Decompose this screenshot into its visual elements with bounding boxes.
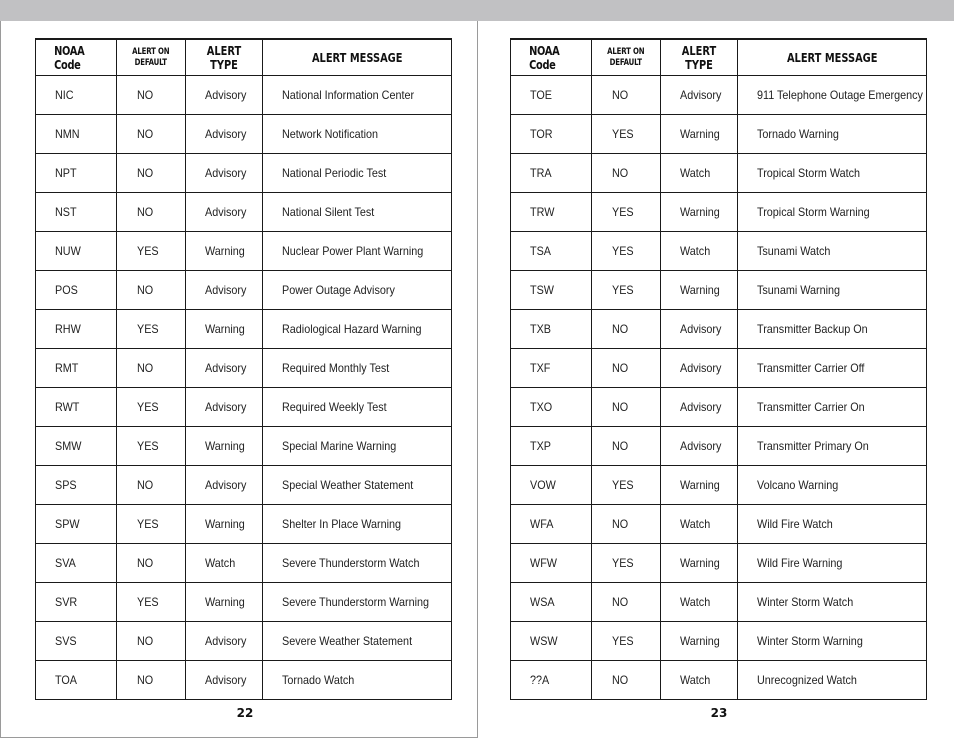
cell-alert-message: Severe Thunderstorm Watch [263, 544, 452, 583]
cell-alert-type: Advisory [661, 310, 738, 349]
cell-alert-message: Winter Storm Warning [738, 622, 927, 661]
cell-alert-on-default: NO [592, 310, 661, 349]
cell-alert-on-default: YES [117, 505, 186, 544]
cell-noaa-code: RWT [36, 388, 117, 427]
cell-alert-type: Warning [661, 193, 738, 232]
cell-noaa-code: SPS [36, 466, 117, 505]
header-alert-message: ALERT MESSAGE [738, 39, 927, 76]
table-header-row [511, 39, 927, 76]
cell-alert-on-default: YES [117, 310, 186, 349]
cell-alert-type: Warning [186, 232, 263, 271]
cell-alert-type: Advisory [186, 388, 263, 427]
cell-alert-message: Winter Storm Watch [738, 583, 927, 622]
cell-alert-on-default: NO [117, 661, 186, 700]
cell-alert-message: National Periodic Test [263, 154, 452, 193]
table-row [511, 466, 927, 505]
header-alert-on-default: ALERT ON DEFAULT [592, 39, 661, 76]
cell-alert-type: Warning [661, 271, 738, 310]
cell-alert-on-default: NO [117, 154, 186, 193]
cell-alert-on-default: YES [592, 193, 661, 232]
cell-alert-message: Power Outage Advisory [263, 271, 452, 310]
viewer-top-bar [0, 0, 954, 21]
cell-alert-type: Warning [186, 505, 263, 544]
cell-alert-on-default: YES [117, 427, 186, 466]
table-row [36, 622, 452, 661]
header-noaa-code: NOAA Code [36, 39, 117, 76]
cell-noaa-code: POS [36, 271, 117, 310]
table-row [36, 466, 452, 505]
cell-alert-on-default: NO [592, 349, 661, 388]
cell-noaa-code: WFA [511, 505, 592, 544]
cell-alert-message: Tsunami Watch [738, 232, 927, 271]
table-row [36, 583, 452, 622]
cell-alert-message: Transmitter Primary On [738, 427, 927, 466]
table-row [511, 505, 927, 544]
cell-alert-on-default: NO [592, 154, 661, 193]
cell-alert-type: Warning [661, 115, 738, 154]
cell-alert-on-default: YES [117, 583, 186, 622]
cell-alert-on-default: YES [592, 466, 661, 505]
table-row [36, 505, 452, 544]
cell-alert-message: Severe Weather Statement [263, 622, 452, 661]
cell-noaa-code: RHW [36, 310, 117, 349]
cell-noaa-code: TXF [511, 349, 592, 388]
cell-noaa-code: RMT [36, 349, 117, 388]
page-22 [0, 21, 478, 738]
cell-alert-type: Watch [661, 232, 738, 271]
table-row [511, 622, 927, 661]
table-row [511, 310, 927, 349]
cell-alert-type: Warning [186, 427, 263, 466]
header-alert-type: ALERT TYPE [186, 39, 263, 76]
header-noaa-code: NOAA Code [511, 39, 592, 76]
cell-noaa-code: TSW [511, 271, 592, 310]
header-alert-type: ALERT TYPE [661, 39, 738, 76]
table-row [511, 76, 927, 115]
cell-noaa-code: SVA [36, 544, 117, 583]
cell-alert-on-default: YES [592, 115, 661, 154]
cell-alert-type: Advisory [661, 388, 738, 427]
cell-alert-type: Warning [186, 310, 263, 349]
table-header-row [36, 39, 452, 76]
cell-noaa-code: NPT [36, 154, 117, 193]
cell-alert-on-default: NO [117, 349, 186, 388]
cell-alert-type: Advisory [186, 154, 263, 193]
alert-code-table-right [510, 38, 927, 700]
cell-alert-type: Watch [661, 505, 738, 544]
cell-alert-type: Advisory [186, 349, 263, 388]
cell-alert-message: Tropical Storm Watch [738, 154, 927, 193]
table-row [511, 193, 927, 232]
cell-alert-on-default: YES [592, 544, 661, 583]
table-row [511, 154, 927, 193]
cell-alert-on-default: YES [592, 232, 661, 271]
cell-alert-message: Transmitter Carrier Off [738, 349, 927, 388]
table-row [511, 271, 927, 310]
cell-noaa-code: NIC [36, 76, 117, 115]
cell-noaa-code: SVS [36, 622, 117, 661]
table-row [511, 388, 927, 427]
cell-alert-type: Warning [661, 622, 738, 661]
cell-alert-type: Advisory [186, 661, 263, 700]
cell-alert-type: Advisory [661, 427, 738, 466]
alert-code-table-left [35, 38, 452, 700]
cell-noaa-code: WFW [511, 544, 592, 583]
cell-alert-message: Radiological Hazard Warning [263, 310, 452, 349]
table-row [36, 232, 452, 271]
cell-alert-message: Wild Fire Warning [738, 544, 927, 583]
cell-alert-message: Volcano Warning [738, 466, 927, 505]
header-alert-message: ALERT MESSAGE [263, 39, 452, 76]
cell-alert-on-default: NO [117, 193, 186, 232]
cell-alert-type: Warning [661, 466, 738, 505]
cell-alert-message: Required Weekly Test [263, 388, 452, 427]
cell-noaa-code: ??A [511, 661, 592, 700]
cell-alert-message: Tsunami Warning [738, 271, 927, 310]
cell-alert-on-default: NO [592, 388, 661, 427]
table-row [36, 76, 452, 115]
table-row [36, 271, 452, 310]
table-row [36, 427, 452, 466]
cell-noaa-code: TSA [511, 232, 592, 271]
cell-noaa-code: TXO [511, 388, 592, 427]
table-row [36, 544, 452, 583]
cell-alert-message: Network Notification [263, 115, 452, 154]
cell-noaa-code: TOE [511, 76, 592, 115]
cell-alert-type: Warning [661, 544, 738, 583]
cell-alert-type: Watch [661, 661, 738, 700]
cell-alert-message: Special Weather Statement [263, 466, 452, 505]
page-23 [479, 21, 954, 738]
cell-alert-on-default: YES [117, 232, 186, 271]
cell-noaa-code: NMN [36, 115, 117, 154]
cell-noaa-code: WSW [511, 622, 592, 661]
cell-noaa-code: TRA [511, 154, 592, 193]
cell-alert-message: Tornado Watch [263, 661, 452, 700]
cell-alert-on-default: NO [117, 622, 186, 661]
cell-alert-type: Advisory [186, 76, 263, 115]
table-row [511, 427, 927, 466]
header-alert-on-default: ALERT ON DEFAULT [117, 39, 186, 76]
cell-alert-type: Advisory [186, 466, 263, 505]
cell-alert-message: Tornado Warning [738, 115, 927, 154]
cell-alert-message: Shelter In Place Warning [263, 505, 452, 544]
table-row [511, 583, 927, 622]
cell-noaa-code: TXB [511, 310, 592, 349]
cell-noaa-code: TXP [511, 427, 592, 466]
cell-alert-message: Required Monthly Test [263, 349, 452, 388]
table-row [511, 544, 927, 583]
cell-noaa-code: VOW [511, 466, 592, 505]
cell-noaa-code: SMW [36, 427, 117, 466]
page-number: 22 [236, 706, 254, 720]
cell-alert-type: Advisory [186, 193, 263, 232]
cell-noaa-code: SPW [36, 505, 117, 544]
table-row [36, 349, 452, 388]
table-row [36, 310, 452, 349]
cell-noaa-code: WSA [511, 583, 592, 622]
table-row [36, 154, 452, 193]
cell-alert-on-default: NO [592, 661, 661, 700]
cell-alert-type: Watch [186, 544, 263, 583]
cell-alert-on-default: YES [592, 271, 661, 310]
cell-alert-on-default: NO [117, 466, 186, 505]
cell-noaa-code: NUW [36, 232, 117, 271]
cell-alert-on-default: NO [117, 76, 186, 115]
cell-alert-on-default: NO [117, 271, 186, 310]
cell-alert-message: Wild Fire Watch [738, 505, 927, 544]
cell-alert-type: Advisory [186, 271, 263, 310]
cell-alert-on-default: NO [592, 583, 661, 622]
cell-alert-on-default: NO [592, 76, 661, 115]
cell-alert-message: Transmitter Backup On [738, 310, 927, 349]
table-row [36, 115, 452, 154]
cell-alert-message: National Silent Test [263, 193, 452, 232]
cell-alert-type: Advisory [661, 76, 738, 115]
page-number: 23 [710, 706, 728, 720]
cell-alert-on-default: NO [592, 427, 661, 466]
cell-alert-message: Tropical Storm Warning [738, 193, 927, 232]
cell-alert-type: Watch [661, 583, 738, 622]
cell-alert-on-default: NO [592, 505, 661, 544]
cell-alert-type: Advisory [661, 349, 738, 388]
cell-alert-message: Nuclear Power Plant Warning [263, 232, 452, 271]
cell-alert-message: Transmitter Carrier On [738, 388, 927, 427]
cell-alert-on-default: YES [117, 388, 186, 427]
cell-alert-type: Warning [186, 583, 263, 622]
cell-noaa-code: TOA [36, 661, 117, 700]
cell-alert-message: Special Marine Warning [263, 427, 452, 466]
table-row [511, 115, 927, 154]
cell-alert-on-default: NO [117, 544, 186, 583]
cell-alert-type: Watch [661, 154, 738, 193]
cell-alert-message: Unrecognized Watch [738, 661, 927, 700]
cell-alert-type: Advisory [186, 622, 263, 661]
cell-alert-on-default: YES [592, 622, 661, 661]
table-row [36, 193, 452, 232]
cell-alert-on-default: NO [117, 115, 186, 154]
cell-alert-type: Advisory [186, 115, 263, 154]
table-row [511, 349, 927, 388]
cell-alert-message: Severe Thunderstorm Warning [263, 583, 452, 622]
cell-noaa-code: TRW [511, 193, 592, 232]
table-row [511, 232, 927, 271]
cell-alert-message: 911 Telephone Outage Emergency [738, 76, 927, 115]
table-row [36, 661, 452, 700]
cell-noaa-code: SVR [36, 583, 117, 622]
cell-noaa-code: NST [36, 193, 117, 232]
table-row [511, 661, 927, 700]
cell-noaa-code: TOR [511, 115, 592, 154]
cell-alert-message: National Information Center [263, 76, 452, 115]
table-row [36, 388, 452, 427]
